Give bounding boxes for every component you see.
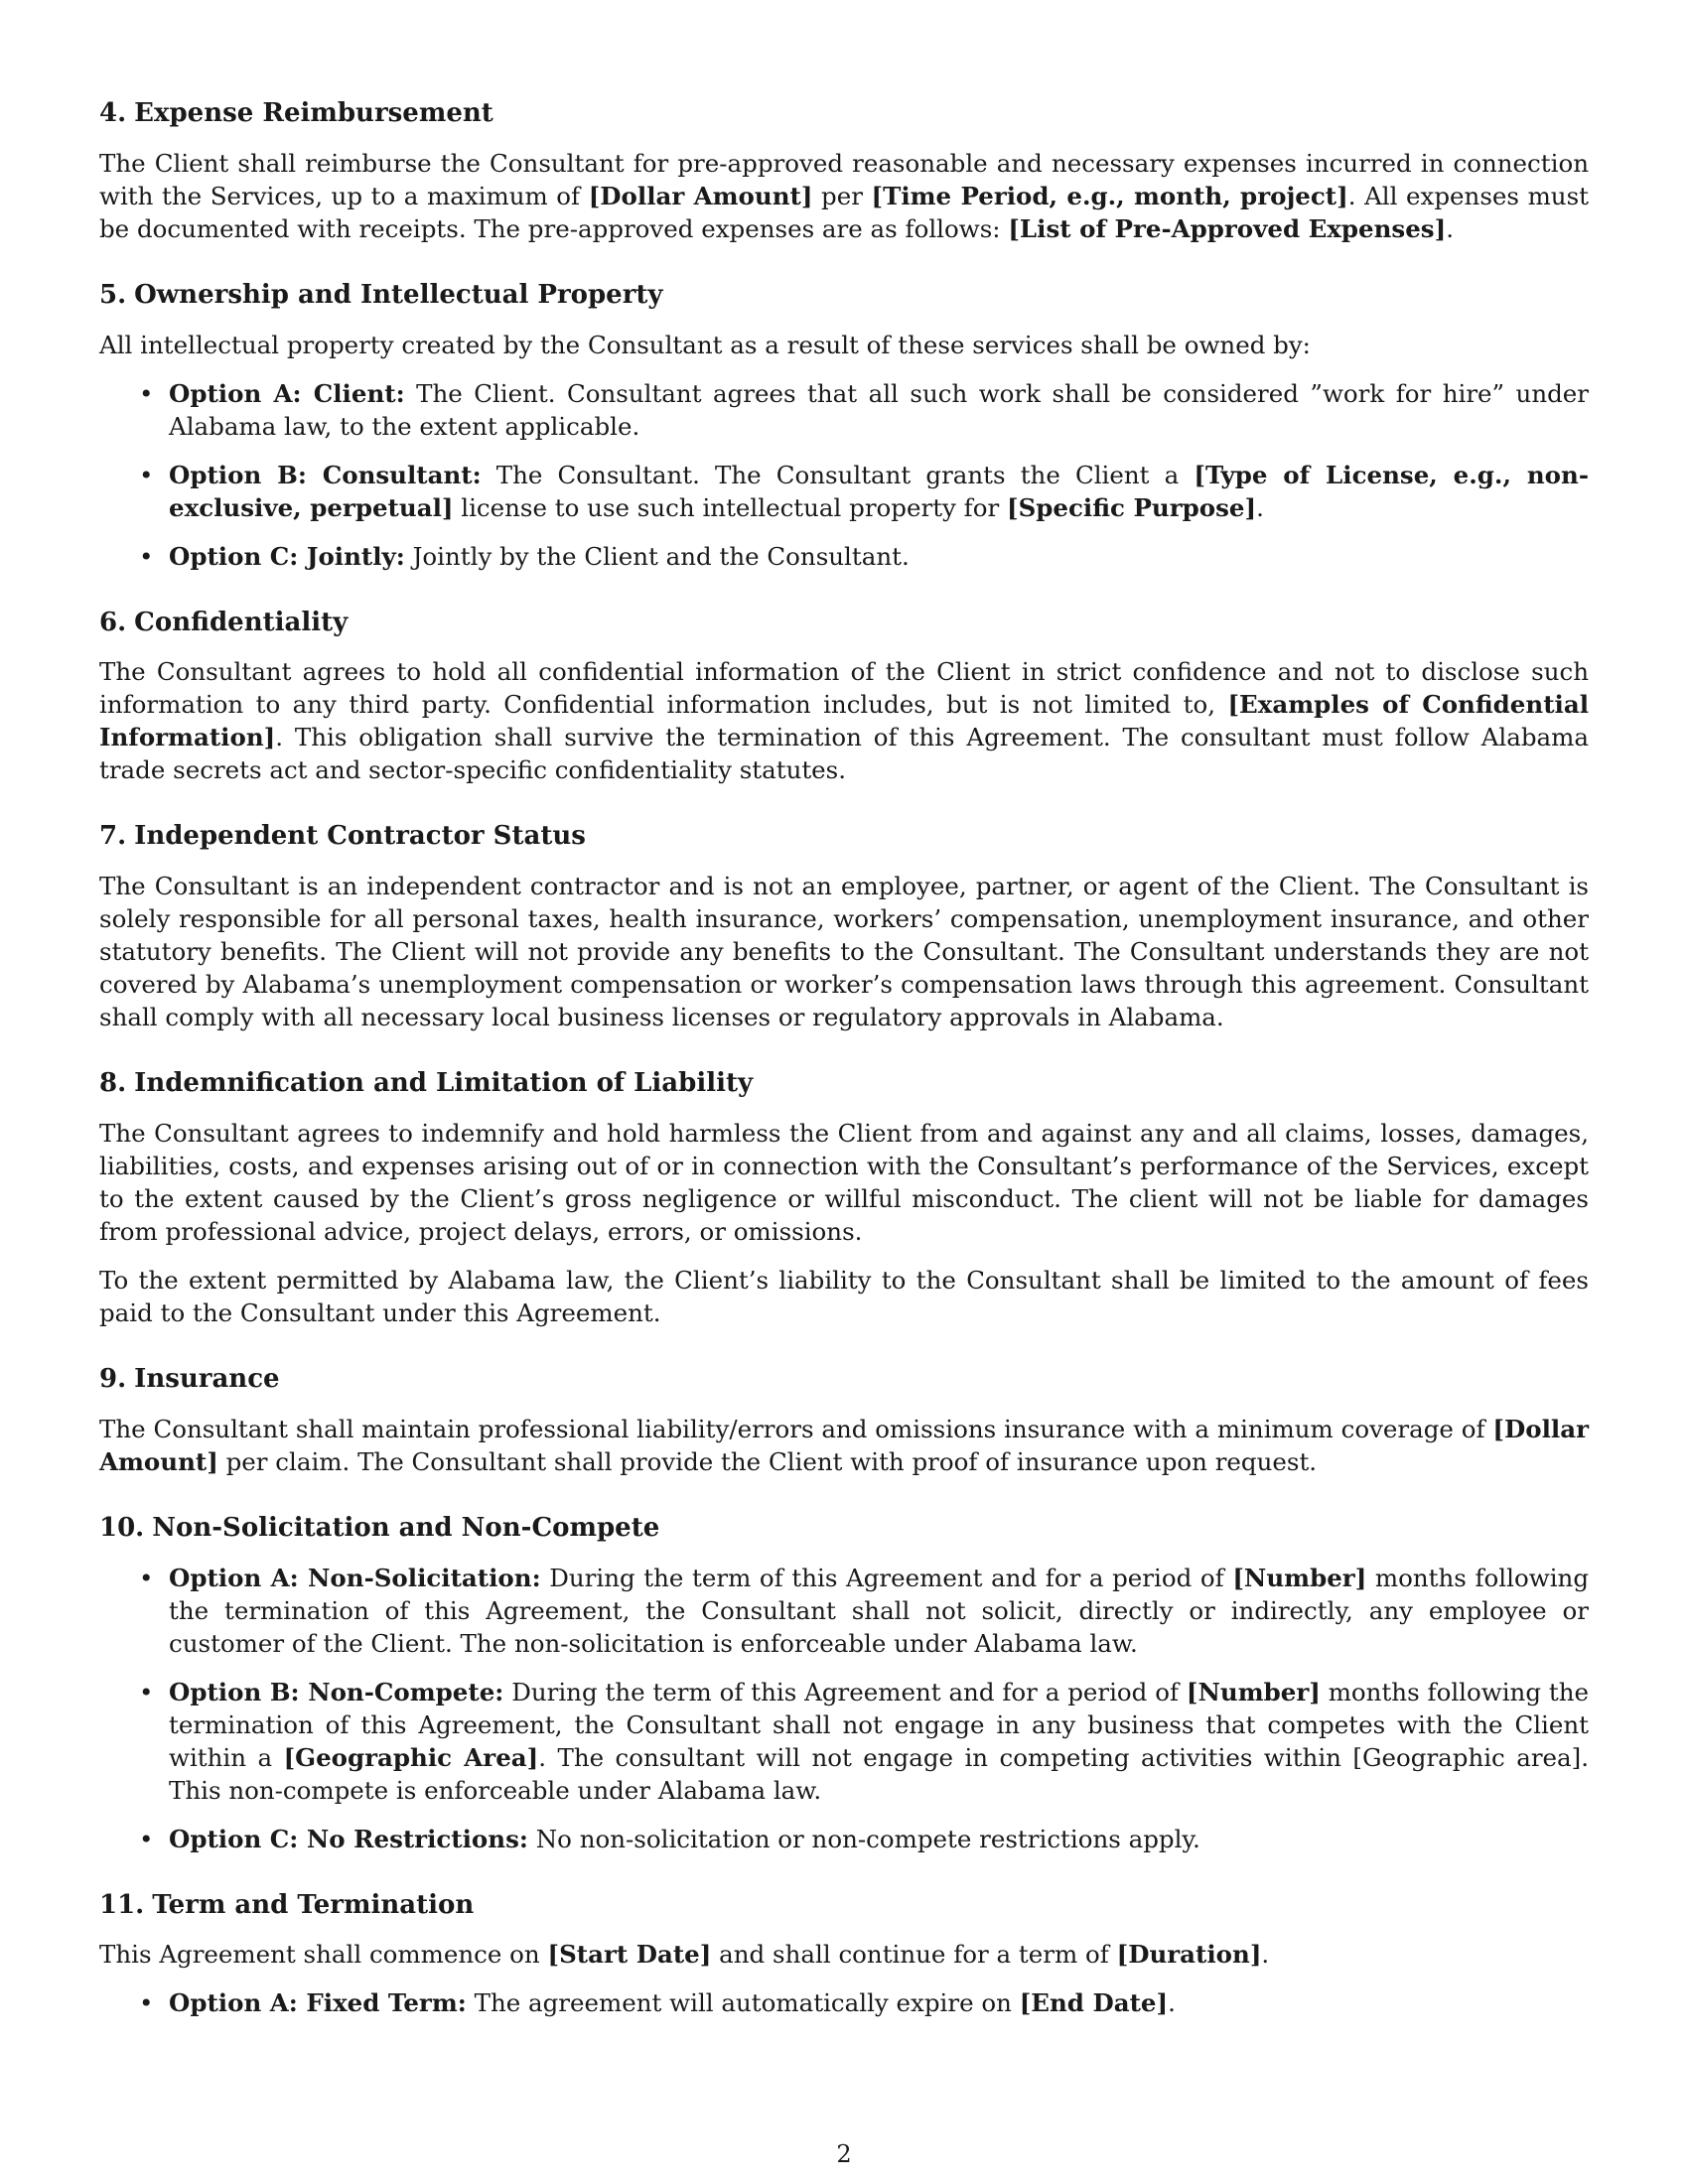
text-run: . The consultant will not engage in competing activities within [Geographic area]. This non-compete is enforceable under Alabama law. — [169, 1742, 1589, 1805]
section-heading — [99, 1363, 1589, 1397]
bullet-icon: • — [139, 1988, 154, 2018]
text-run: per claim. The Consultant shall provide the Client with proof of insurance upon request. — [217, 1446, 1318, 1476]
option-label: Option A: Non-Solicitation: — [169, 1563, 541, 1592]
section-title: Insurance — [134, 1363, 280, 1394]
section-number: 4. — [99, 98, 127, 128]
section-ownership-ip — [99, 279, 1589, 573]
section-title: Independent Contractor Status — [134, 821, 586, 852]
paragraph — [99, 1938, 1589, 1971]
text-run: per — [812, 181, 872, 210]
section-heading — [99, 1889, 1589, 1923]
text-run: . This obligation shall survive the termination of this Agreement. The consultant must follow Alabama trade secrets act and sector-specific confidentiality statutes. — [99, 723, 1589, 785]
bullet-icon: • — [139, 1677, 154, 1706]
placeholder-field: [Type of License, e.g., non-exclusive, perpetual] — [169, 460, 1589, 522]
section-title: Indemnification and Limitation of Liability — [134, 1068, 754, 1099]
text-run: This Agreement shall commence on — [99, 1940, 548, 1970]
placeholder-field: [Dollar Amount] — [588, 181, 813, 210]
text-run: license to use such intellectual property for — [453, 492, 1007, 522]
paragraph: The Consultant agrees to indemnify and hold harmless the Client from and against any and all claims, losses, damages, liabilities, costs, and expenses arising out of or in connection with the Consultant’s performance of the Services, except to the extent caused by the Client’s gross negligence or willful misconduct. The client will not be liable for damages from professional advice, project delays, errors, or omissions. — [99, 1118, 1589, 1246]
paragraph — [99, 147, 1589, 245]
option-label: Option A: Fixed Term: — [169, 1988, 467, 2018]
option-list — [99, 1562, 1589, 1855]
placeholder-field: [Dollar Amount] — [99, 1414, 1589, 1476]
section-number: 8. — [99, 1068, 127, 1099]
text-run: . — [1261, 1940, 1270, 1970]
section-heading — [99, 1067, 1589, 1101]
text-run: The Consultant. The Consultant grants the Client a — [481, 460, 1195, 489]
bullet-icon: • — [139, 541, 154, 571]
placeholder-field: [Start Date] — [547, 1940, 712, 1970]
section-number: 11. — [99, 1889, 145, 1920]
section-non-solicitation — [99, 1512, 1589, 1855]
list-item — [99, 1676, 1589, 1807]
text-run: . — [1256, 492, 1264, 522]
bullet-icon: • — [139, 1563, 154, 1592]
document-page — [99, 97, 1589, 2053]
section-independent-contractor — [99, 820, 1589, 1033]
paragraph — [99, 1413, 1589, 1478]
bullet-icon: • — [139, 378, 154, 408]
placeholder-field: [Time Period, e.g., month, project] — [871, 181, 1348, 210]
placeholder-field: [Geographic Area] — [283, 1742, 539, 1772]
section-number: 10. — [99, 1512, 145, 1543]
section-title: Confidentiality — [134, 607, 349, 637]
placeholder-field: [End Date] — [1019, 1988, 1169, 2018]
section-heading — [99, 820, 1589, 854]
text-run: The Consultant shall maintain professional liability/errors and omissions insurance with a minimum coverage of — [99, 1414, 1493, 1443]
section-number: 9. — [99, 1363, 127, 1394]
list-item — [99, 1562, 1589, 1660]
paragraph — [99, 655, 1589, 786]
section-title: Ownership and Intellectual Property — [134, 279, 663, 310]
section-confidentiality — [99, 607, 1589, 787]
paragraph: To the extent permitted by Alabama law, the Client’s liability to the Consultant shall be limited to the amount of fees paid to the Consultant under this Agreement. — [99, 1265, 1589, 1327]
option-label: Option C: No Restrictions: — [169, 1824, 528, 1853]
section-number: 5. — [99, 279, 127, 310]
section-title: Expense Reimbursement — [134, 98, 493, 128]
option-label: Option B: Non-Compete: — [169, 1677, 504, 1706]
option-list — [99, 1986, 1589, 2019]
paragraph: The Consultant is an independent contractor and is not an employee, partner, or agent of the Client. The Consultant is solely responsible for all personal taxes, health insurance, workers’ compensation, unemployment insurance, and other statutory benefits. The Client will not provide any benefits to the Consultant. The Consultant understands they are not covered by Alabama’s unemployment compensation or worker’s compensation laws through this agreement. Consultant shall comply with all necessary local business licenses or regulatory approvals in Alabama. — [99, 872, 1589, 1032]
section-number: 6. — [99, 607, 127, 637]
text-run: Jointly by the Client and the Consultant. — [404, 541, 910, 571]
placeholder-field: [Examples of Confidential Information] — [99, 690, 1590, 752]
text-run: . All expenses must be documented with receipts. The pre-approved expenses are as follows: — [99, 181, 1589, 243]
option-label: Option C: Jointly: — [169, 541, 405, 571]
text-run: The Consultant agrees to hold all confidential information of the Client in strict confidence and not to disclose such information to any third party. Confidential information includes, but is not limited to, — [99, 657, 1589, 720]
placeholder-field: [Number] — [1186, 1677, 1321, 1706]
text-run: . — [1168, 1988, 1176, 2018]
text-run: months following the termination of this Agreement, the Consultant shall not solicit, directly or indirectly, any employee or customer of the Client. The non-solicitation is enforceable under Alabama law. — [169, 1563, 1589, 1658]
section-insurance — [99, 1363, 1589, 1478]
option-label: Option B: Consultant: — [169, 460, 482, 489]
section-heading — [99, 279, 1589, 313]
list-item — [99, 1986, 1589, 2019]
bullet-icon: • — [139, 1824, 154, 1853]
text-run: and shall continue for a term of — [711, 1940, 1117, 1970]
text-run: months following the termination of this Agreement, the Consultant shall not engage in any business that competes with the Client within a — [169, 1677, 1589, 1772]
list-item — [99, 377, 1589, 443]
section-expense-reimbursement — [99, 97, 1589, 245]
page-number: 2 — [836, 2140, 852, 2168]
placeholder-field: [Number] — [1232, 1563, 1367, 1592]
text-run: No non-solicitation or non-compete restrictions apply. — [527, 1824, 1200, 1853]
section-title: Term and Termination — [152, 1889, 475, 1920]
paragraph: All intellectual property created by the Consultant as a result of these services shall be owned by: — [99, 330, 1311, 359]
list-item — [99, 459, 1589, 524]
section-number: 7. — [99, 821, 127, 852]
placeholder-field: [Specific Purpose] — [1007, 492, 1257, 522]
section-heading — [99, 1512, 1589, 1546]
option-label: Option A: Client: — [169, 378, 405, 408]
section-title: Non-Solicitation and Non-Compete — [152, 1512, 660, 1543]
option-list — [99, 377, 1589, 573]
placeholder-field: [Duration] — [1116, 1940, 1262, 1970]
text-run: During the term of this Agreement and for a period of — [540, 1563, 1233, 1592]
text-run: . — [1446, 213, 1454, 243]
text-run: The agreement will automatically expire on — [466, 1988, 1020, 2018]
list-item — [99, 540, 1589, 573]
list-item — [99, 1823, 1589, 1855]
section-heading — [99, 607, 1589, 640]
bullet-icon: • — [139, 460, 154, 489]
text-run: The Client shall reimburse the Consultant for pre-approved reasonable and necessary expenses incurred in connection with the Services, up to a maximum of — [99, 148, 1589, 210]
section-heading — [99, 97, 1589, 131]
section-indemnification — [99, 1067, 1589, 1329]
text-run: The Client. Consultant agrees that all such work shall be considered ”work for hire” under Alabama law, to the extent applicable. — [169, 378, 1589, 441]
text-run: During the term of this Agreement and for a period of — [503, 1677, 1187, 1706]
section-term-termination — [99, 1889, 1589, 2020]
placeholder-field: [List of Pre-Approved Expenses] — [1008, 213, 1447, 243]
